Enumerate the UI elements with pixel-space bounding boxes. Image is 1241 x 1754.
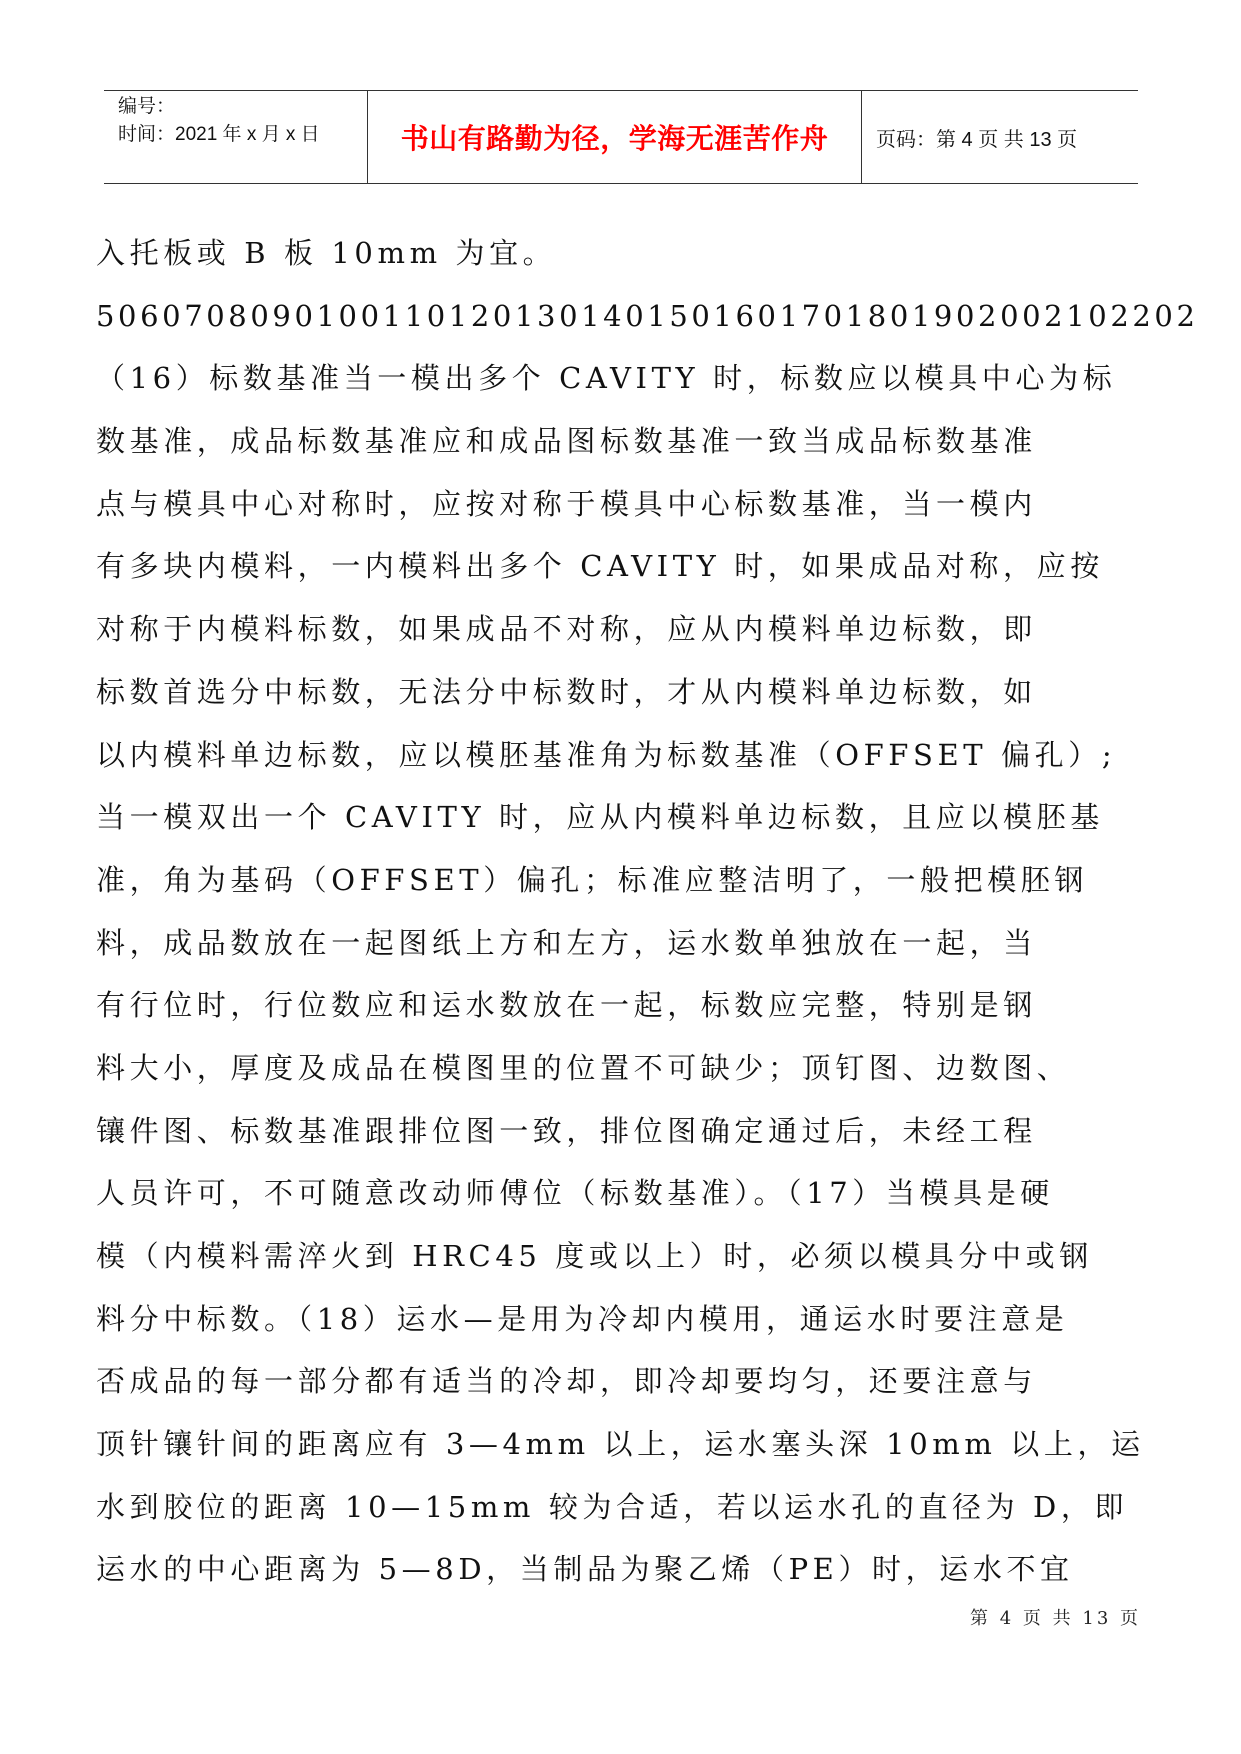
body-line: 顶针镶针间的距离应有 3—4mm 以上，运水塞头深 10mm 以上，运 (96, 1427, 1145, 1462)
body-line: 人员许可，不可随意改动师傅位（标数基准）。（17）当模具是硬 (96, 1176, 1054, 1211)
body-line: 否成品的每一部分都有适当的冷却，即冷却要均匀，还要注意与 (96, 1364, 1037, 1399)
body-line: 50607080901001101201301401501601701801902002102202 (96, 298, 1199, 333)
body-line: 水到胶位的距离 10—15mm 较为合适，若以运水孔的直径为 D，即 (96, 1489, 1129, 1524)
header-page-info: 页码：第 4 页 共 13 页 (876, 128, 1078, 151)
page-footer: 第 4 页 共 13 页 (970, 1608, 1141, 1629)
body-line: 镶件图、标数基准跟排位图一致，排位图确定通过后，未经工程 (96, 1113, 1037, 1148)
header-page-cell (862, 91, 1138, 183)
body-line: 当一模双出一个 CAVITY 时，应从内模料单边标数，且应以模胚基 (96, 800, 1104, 835)
body-line: 料，成品数放在一起图纸上方和左方，运水数单独放在一起，当 (96, 925, 1037, 960)
body-line: 以内模料单边标数，应以模胚基准角为标数基准（OFFSET 偏孔）; (96, 737, 1117, 772)
body-line: 有多块内模料，一内模料出多个 CAVITY 时，如果成品对称，应按 (96, 549, 1104, 584)
body-line: 点与模具中心对称时，应按对称于模具中心标数基准，当一模内 (96, 486, 1037, 521)
body-line: 模（内模料需淬火到 HRC45 度或以上）时，必须以模具分中或钢 (96, 1239, 1093, 1273)
header-motto-cell (368, 91, 862, 183)
body-text (96, 222, 1199, 1601)
header-motto: 书山有路勤为径，学海无涯苦作舟 (400, 122, 829, 155)
body-line: 料分中标数。（18）运水—是用为冷却内模用，通运水时要注意是 (96, 1301, 1069, 1336)
body-line: 运水的中心距离为 5—8D，当制品为聚乙烯（PE）时，运水不宜 (96, 1552, 1074, 1587)
header-info-cell (104, 91, 368, 183)
body-line: 准，角为基码（OFFSET）偏孔；标准应整洁明了，一般把模胚钢 (96, 862, 1088, 897)
document-time-label: 时间：2021 年 x 月 x 日 (118, 124, 320, 145)
page-header (104, 90, 1138, 184)
body-line: （16）标数基准当一模出多个 CAVITY 时，标数应以模具中心为标 (96, 361, 1117, 396)
body-line: 有行位时，行位数应和运水数放在一起，标数应完整，特别是钢 (96, 988, 1037, 1023)
document-number-label: 编号： (118, 96, 176, 117)
body-line: 料大小，厚度及成品在模图里的位置不可缺少；顶钉图、边数图、 (96, 1050, 1071, 1085)
body-line: 入托板或 B 板 10mm 为宜。 (96, 236, 557, 270)
body-line: 标数首选分中标数，无法分中标数时，才从内模料单边标数，如 (96, 674, 1037, 709)
body-line: 数基准，成品标数基准应和成品图标数基准一致当成品标数基准 (96, 424, 1037, 459)
body-line: 对称于内模料标数，如果成品不对称，应从内模料单边标数，即 (96, 612, 1037, 647)
